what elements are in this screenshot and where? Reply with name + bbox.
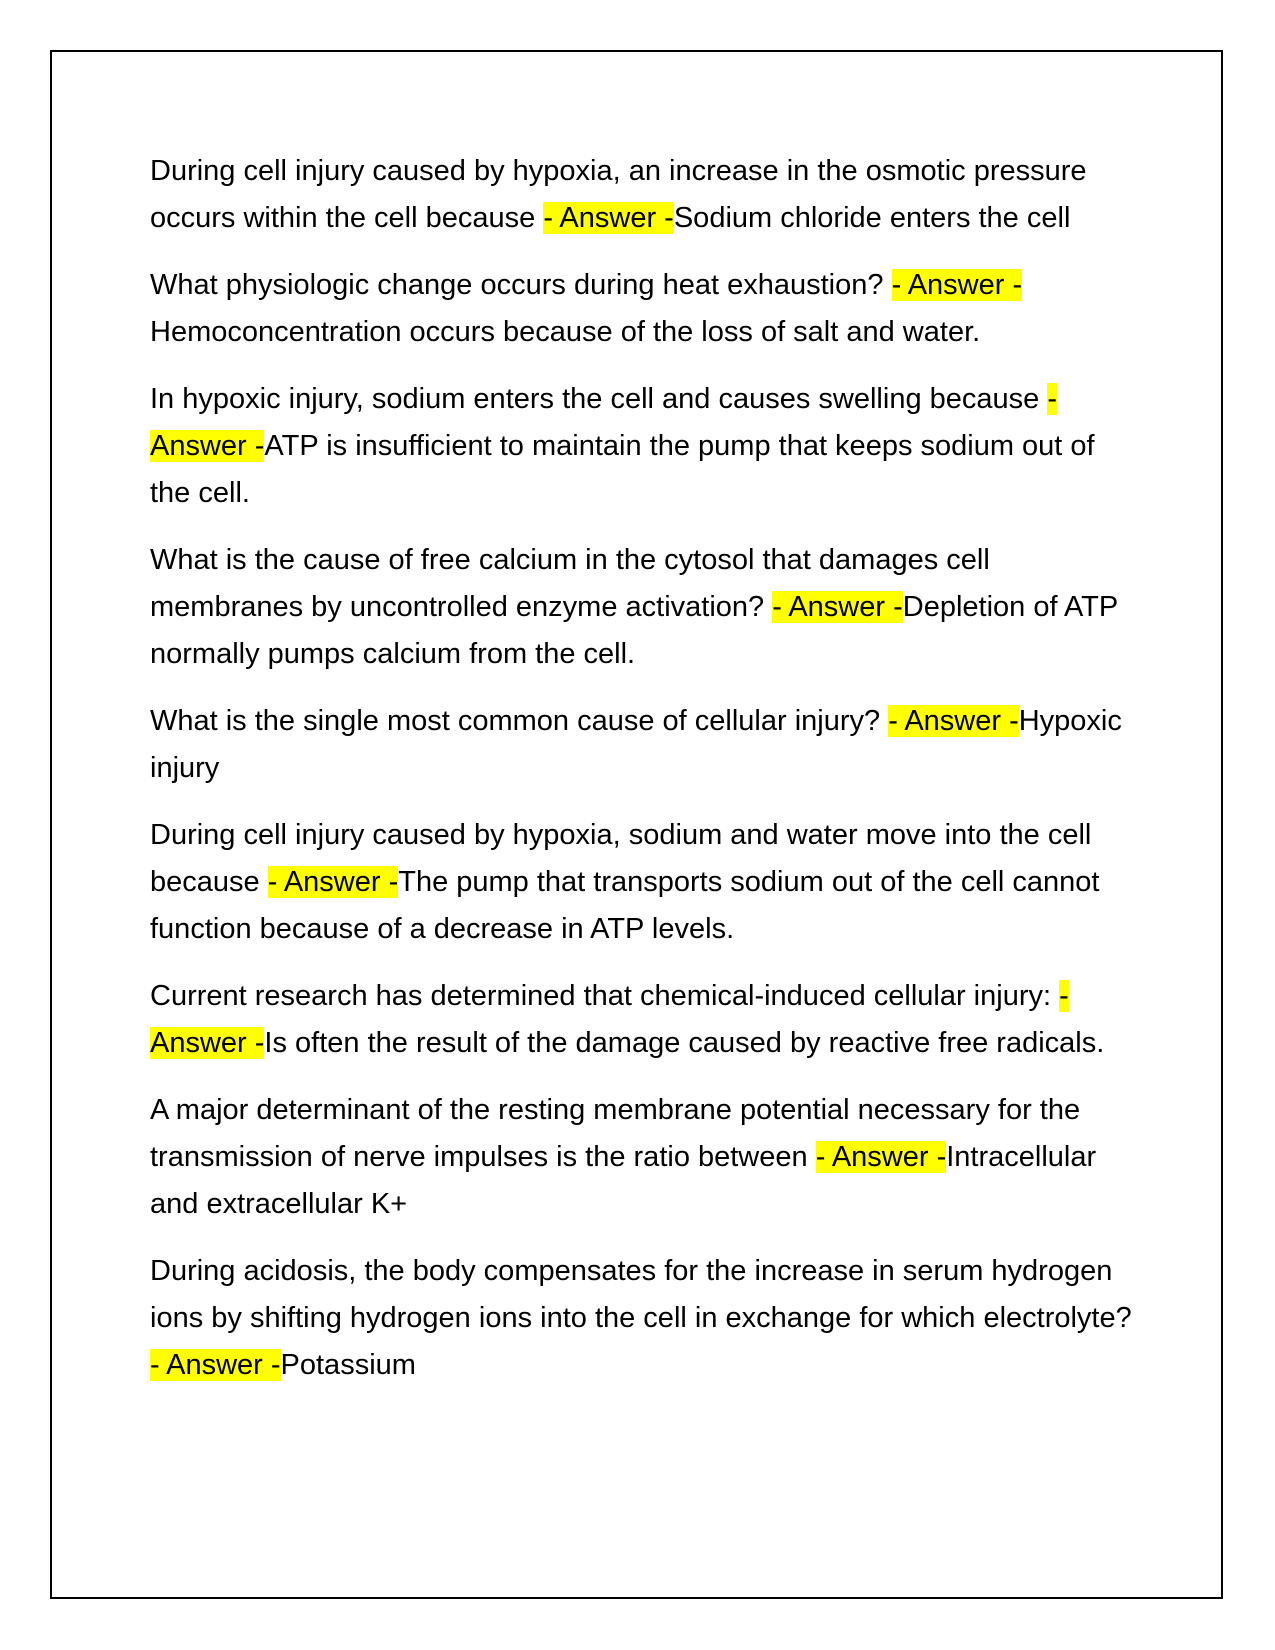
answer-text: Sodium chloride enters the cell: [673, 202, 1071, 234]
question-text: What is the single most common cause of cellular injury?: [150, 705, 889, 737]
answer-marker: - Answer -: [150, 1349, 281, 1381]
answer-marker: - Answer -: [888, 705, 1019, 737]
question-text: During acidosis, the body compensates for the increase in serum hydrogen ions by shifting hydrogen ions into the cell in exchange for which electrolyte?: [150, 1255, 1132, 1334]
qa-item-3: [150, 376, 1140, 517]
qa-item-8: [150, 1087, 1140, 1228]
qa-item-4: [150, 537, 1140, 678]
qa-item-6: [150, 812, 1140, 953]
answer-marker: - Answer -: [150, 383, 1058, 462]
answer-text: The pump that transports sodium out of the cell cannot function because of a decrease in ATP levels.: [150, 866, 1100, 945]
answer-marker: - Answer -: [543, 202, 674, 234]
answer-text: ATP is insufficient to maintain the pump that keeps sodium out of the cell.: [150, 430, 1095, 509]
answer-marker: - Answer -: [815, 1141, 947, 1173]
qa-item-1: [150, 148, 1140, 242]
qa-item-2: [150, 262, 1140, 356]
qa-item-5: [150, 698, 1140, 792]
question-text: What physiologic change occurs during heat exhaustion?: [150, 269, 892, 301]
answer-text: Is often the result of the damage caused by reactive free radicals.: [264, 1027, 1105, 1059]
question-text: What is the cause of free calcium in the cytosol that damages cell membranes by uncontrolled enzyme activation?: [150, 544, 990, 623]
answer-text: Depletion of ATP normally pumps calcium from the cell.: [150, 591, 1118, 670]
document-body: [150, 148, 1140, 1409]
answer-text: Hemoconcentration occurs because of the loss of salt and water.: [150, 316, 981, 348]
question-text: During cell injury caused by hypoxia, sodium and water move into the cell because: [150, 819, 1092, 898]
question-text: During cell injury caused by hypoxia, an increase in the osmotic pressure occurs within the cell because: [150, 155, 1087, 234]
qa-item-7: [150, 973, 1140, 1067]
answer-marker: - Answer -: [150, 980, 1069, 1059]
answer-marker: - Answer -: [772, 591, 903, 623]
question-text: Current research has determined that chemical-induced cellular injury:: [150, 980, 1060, 1012]
answer-marker: - Answer -: [891, 269, 1023, 301]
answer-text: Potassium: [280, 1349, 416, 1381]
answer-text: Intracellular and extracellular K+: [150, 1141, 1097, 1220]
answer-text: Hypoxic injury: [150, 705, 1122, 784]
qa-item-9: [150, 1248, 1140, 1389]
question-text: A major determinant of the resting membrane potential necessary for the transmission of nerve impulses is the ratio between: [150, 1094, 1081, 1173]
question-text: In hypoxic injury, sodium enters the cell and causes swelling because: [150, 383, 1048, 415]
answer-marker: - Answer -: [267, 866, 399, 898]
